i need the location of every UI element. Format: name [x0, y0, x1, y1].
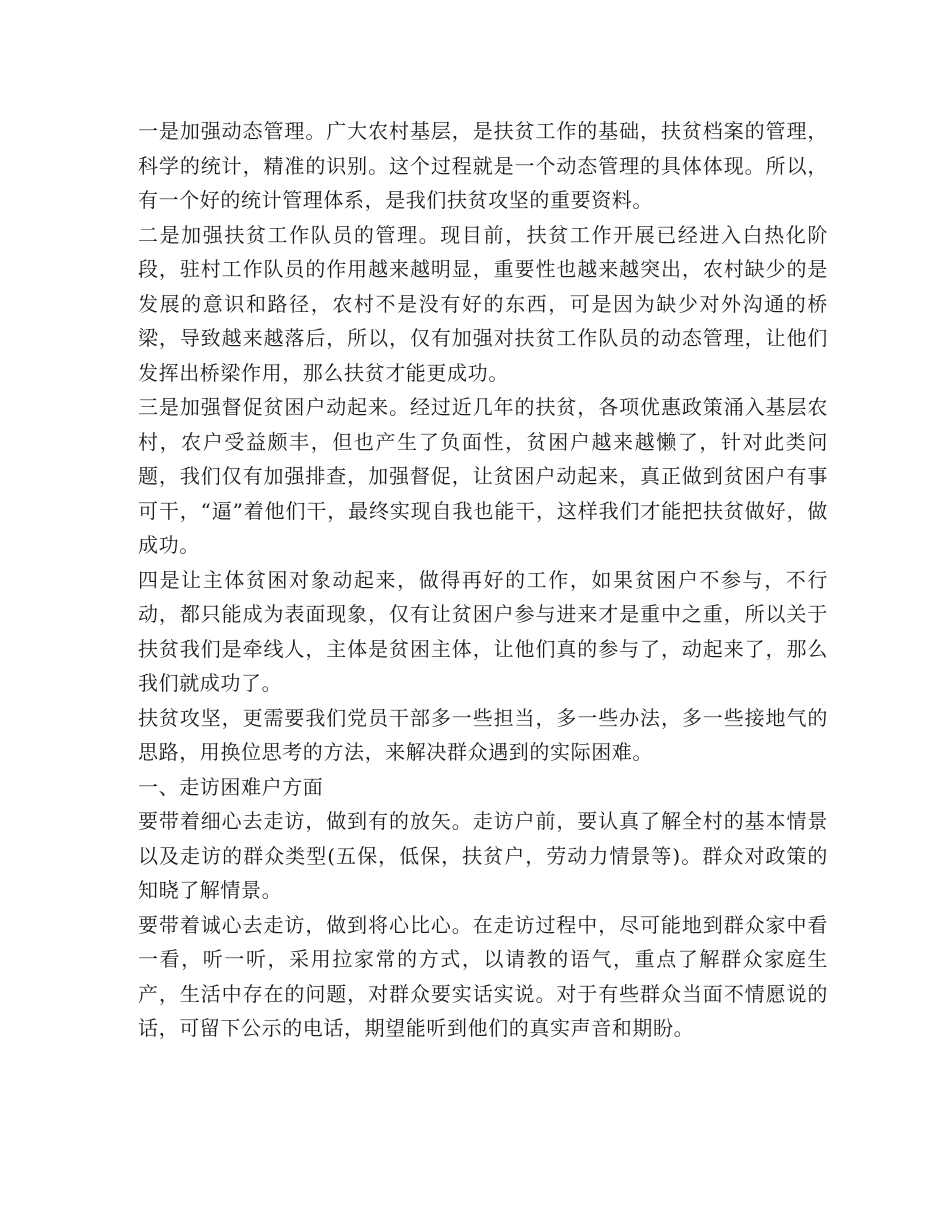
paragraph-team-management: 二是加强扶贫工作队员的管理。现目前，扶贫工作开展已经进入白热化阶段，驻村工作队员的作用越来越明显，重要性也越来越突出，农村缺少的是发展的意识和路径，农村不是没有好的东西，可是因为缺少对外沟通的桥梁，导致越来越落后，所以，仅有加强对扶贫工作队员的动态管理，让他们发挥出桥梁作用，那么扶贫才能更成功。 [138, 222, 828, 385]
paragraph-dynamic-management: 一是加强动态管理。广大农村基层，是扶贫工作的基础，扶贫档案的管理，科学的统计，精准的识别。这个过程就是一个动态管理的具体体现。所以，有一个好的统计管理体系，是我们扶贫攻坚的重要资料。 [138, 119, 828, 212]
paragraph-supervise-households: 三是加强督促贫困户动起来。经过近几年的扶贫，各项优惠政策涌入基层农村，农户受益颇丰，但也产生了负面性，贫困户越来越懒了，针对此类问题，我们仅有加强排查，加强督促，让贫困户动起来，真正做到贫困户有事可干，“逼”着他们干，最终实现自我也能干，这样我们才能把扶贫做好，做成功。 [138, 395, 828, 557]
paragraph-visit-carefully: 要带着细心去走访，做到有的放矢。走访户前，要认真了解全村的基本情景以及走访的群众类型(五保，低保，扶贫户，劳动力情景等)。群众对政策的知晓了解情景。 [138, 809, 828, 902]
paragraph-visit-sincerely: 要带着诚心去走访，做到将心比心。在走访过程中，尽可能地到群众家中看一看，听一听，采用拉家常的方式，以请教的语气，重点了解群众家庭生产，生活中存在的问题，对群众要实话实说。对于有些群众当面不情愿说的话，可留下公示的电话，期望能听到他们的真实声音和期盼。 [138, 912, 828, 1040]
paragraph-mobilize-subjects: 四是让主体贫困对象动起来，做得再好的工作，如果贫困户不参与，不行动，都只能成为表面现象，仅有让贫困户参与进来才是重中之重，所以关于扶贫我们是牵线人，主体是贫困主体，让他们真的参与了，动起来了，那么我们就成功了。 [138, 567, 828, 695]
paragraph-party-responsibility: 扶贫攻坚，更需要我们党员干部多一些担当，多一些办法，多一些接地气的思路，用换位思考的方法，来解决群众遇到的实际困难。 [138, 705, 828, 764]
document-body [138, 114, 828, 1046]
section-heading-visits: 一、走访困难户方面 [138, 774, 324, 799]
